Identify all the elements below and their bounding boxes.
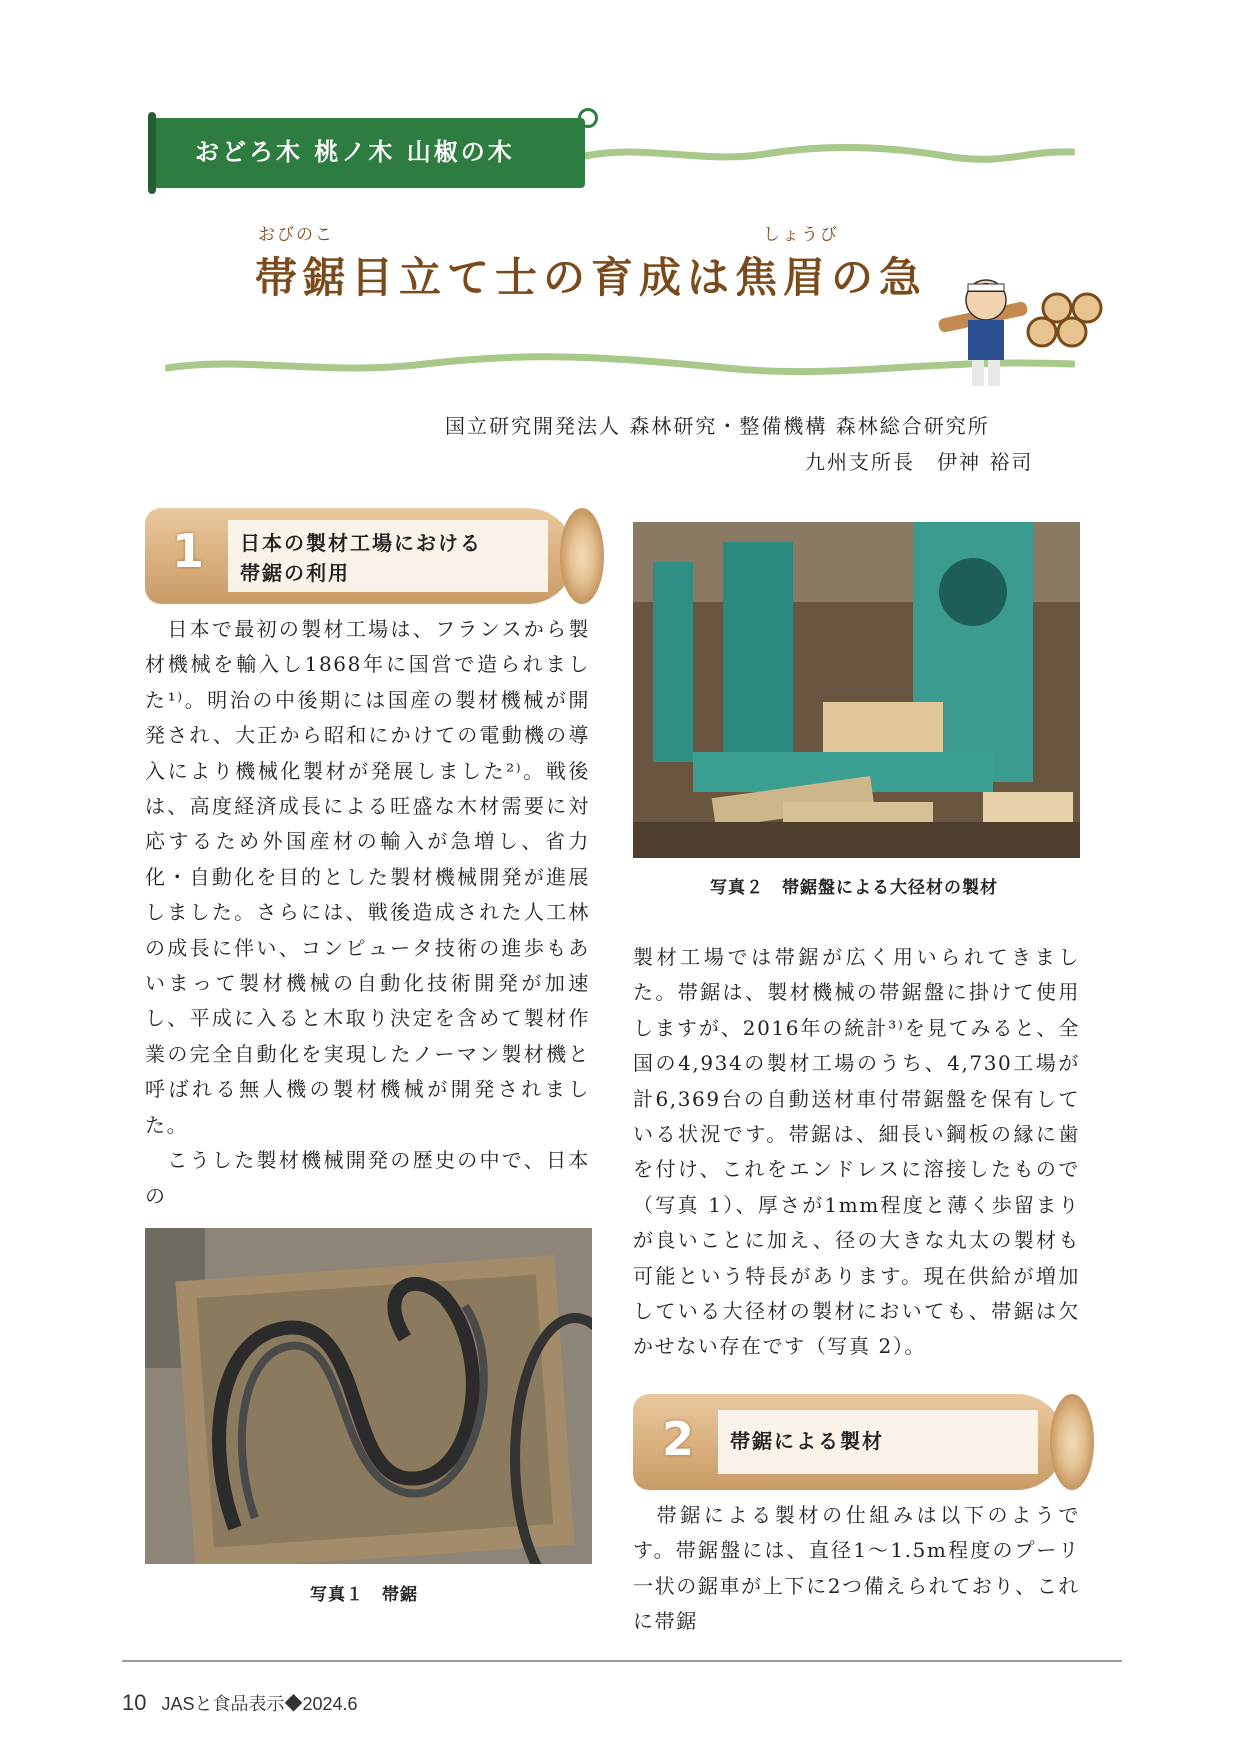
publication-name: JASと食品表示◆2024.6	[161, 1694, 358, 1714]
title-ruby-shoubi: しょうび	[763, 225, 839, 245]
title-ruby-obinoko: おびのこ	[258, 225, 334, 245]
photo1-caption: 写真１ 帯鋸	[310, 1585, 418, 1605]
footer-divider	[122, 1660, 1122, 1662]
banner-scroll-edge	[148, 112, 156, 194]
section2-title: 帯鋸による製材	[730, 1429, 884, 1453]
footer	[122, 1690, 358, 1716]
section1-title-line2: 帯鋸の利用	[240, 561, 350, 585]
photo-sawmill-machine	[633, 522, 1080, 858]
banner-curl-decoration	[578, 108, 598, 128]
section1-body-right: 製材工場では帯鋸が広く用いられてきました。帯鋸は、製材機械の帯鋸盤に掛けて使用しますが、2016年の統計³⁾を見てみると、全国の4,934の製材工場のうち、4,730工場が計6,369台の自動送材車付帯鋸盤を保有している状況です。帯鋸は、細長い鋼板の縁に歯を付け、これをエンドレスに溶接したもので（写真 1）、厚さが1mm程度と薄く歩留まりが良いことに加え、径の大きな丸太の製材も可能という特長があります。現在供給が増加している大径材の製材においても、帯鋸は欠かせない存在です（写真 2）。	[633, 945, 1080, 1359]
lumberjack-illustration	[938, 270, 1118, 390]
article-title: 帯鋸目立て士の育成は焦眉の急	[255, 253, 928, 302]
section2-body: 帯鋸による製材の仕組みは以下のようです。帯鋸盤には、直径1〜1.5m程度のプーリ一状の鋸車が上下に2つ備えられており、これに帯鋸	[633, 1503, 1080, 1634]
photo-band-saw-blades	[145, 1228, 592, 1564]
author-affiliation: 国立研究開発法人 森林研究・整備機構 森林総合研究所	[445, 414, 990, 438]
top-wave-line	[585, 140, 1075, 166]
series-label: おどろ木 桃ノ木 山椒の木	[195, 138, 515, 166]
section2-log-end	[1050, 1394, 1094, 1490]
section2-number: 2	[662, 1412, 695, 1466]
page-number: 10	[122, 1690, 147, 1715]
section1-title-line1: 日本の製材工場における	[240, 531, 482, 555]
photo2-caption: 写真２ 帯鋸盤による大径材の製材	[710, 878, 998, 898]
section1-body-left: 日本で最初の製材工場は、フランスから製材機械を輸入し1868年に国営で造られました¹⁾。明治の中後期には国産の製材機械が開発され、大正から昭和にかけての電動機の導入により機械化製材が発展しました²⁾。戦後は、高度経済成長による旺盛な木材需要に対応するため外国産材の輸入が急増し、省力化・自動化を目的とした製材機械開発が進展しました。さらには、戦後造成された人工林の成長に伴い、コンピュータ技術の進歩もあいまって製材機械の自動化技術開発が加速し、平成に入ると木取り決定を含めて製材作業の完全自動化を実現したノーマン製材機と呼ばれる無人機の製材機械が開発されました。 こうした製材機械開発の歴史の中で、日本の	[145, 617, 590, 1208]
author-position-name: 九州支所長 伊神 裕司	[805, 450, 1034, 474]
section1-log-end	[560, 508, 604, 604]
section1-number: 1	[172, 524, 205, 578]
